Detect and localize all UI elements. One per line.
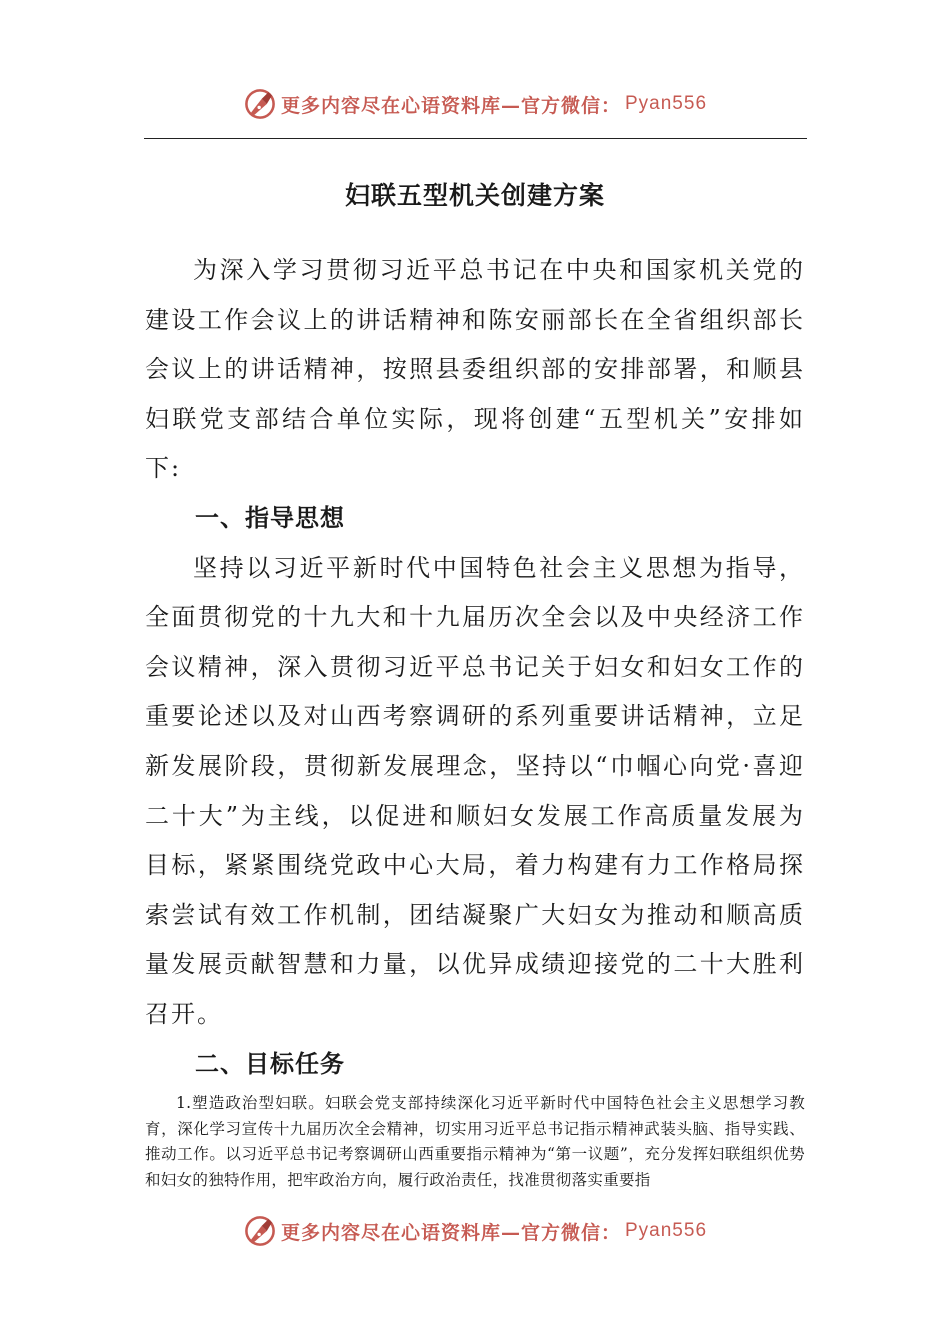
pen-nib-logo-icon (243, 1214, 277, 1248)
header-watermark (0, 84, 950, 124)
watermark-text: 更多内容尽在心语资料库—官方微信： (280, 94, 621, 117)
goals-item-1-paragraph: 1.塑造政治型妇联。妇联会党支部持续深化习近平新时代中国特色社会主义思想学习教育，深化学习宣传十九届历次全会精神，切实用习近平总书记指示精神武装头脑、指导实践、推动工作。以习近平总书记考察调研山西重要指示精神为“第一议题”，充分发挥妇联组织优势和妇女的独特作用，把牢政治方向，履行政治责任，找准贯彻落实重要指 (145, 1094, 805, 1189)
header-divider (144, 138, 807, 139)
document-title: 妇联五型机关创建方案 (344, 181, 605, 210)
watermark-wechat-id: Pyan556 (625, 1220, 708, 1241)
watermark-text: 更多内容尽在心语资料库—官方微信： (280, 1221, 621, 1244)
watermark-wechat-id: Pyan556 (625, 93, 708, 114)
document-body (145, 246, 805, 1193)
pen-nib-logo-icon (243, 87, 277, 121)
guiding-ideology-paragraph: 坚持以习近平新时代中国特色社会主义思想为指导，全面贯彻党的十九大和十九届历次全会以及中央经济工作会议精神，深入贯彻习近平总书记关于妇女和妇女工作的重要论述以及对山西考察调研的系列重要讲话精神，立足新发展阶段，贯彻新发展理念，坚持以“巾帼心向党·喜迎二十大”为主线，以促进和顺妇女发展工作高质量发展为目标，紧紧围绕党政中心大局，着力构建有力工作格局探索尝试有效工作机制，团结凝聚广大妇女为推动和顺高质量发展贡献智慧和力量，以优异成绩迎接党的二十大胜利召开。 (145, 553, 805, 1028)
footer-watermark (0, 1211, 950, 1251)
section-heading-goals-tasks: 二、目标任务 (195, 1049, 345, 1078)
intro-paragraph: 为深入学习贯彻习近平总书记在中央和国家机关党的建设工作会议上的讲话精神和陈安丽部长在全省组织部长会议上的讲话精神，按照县委组织部的安排部署，和顺县妇联党支部结合单位实际，现将创建“五型机关”安排如下: (145, 256, 805, 483)
section-heading-guiding-ideology: 一、指导思想 (195, 503, 345, 532)
